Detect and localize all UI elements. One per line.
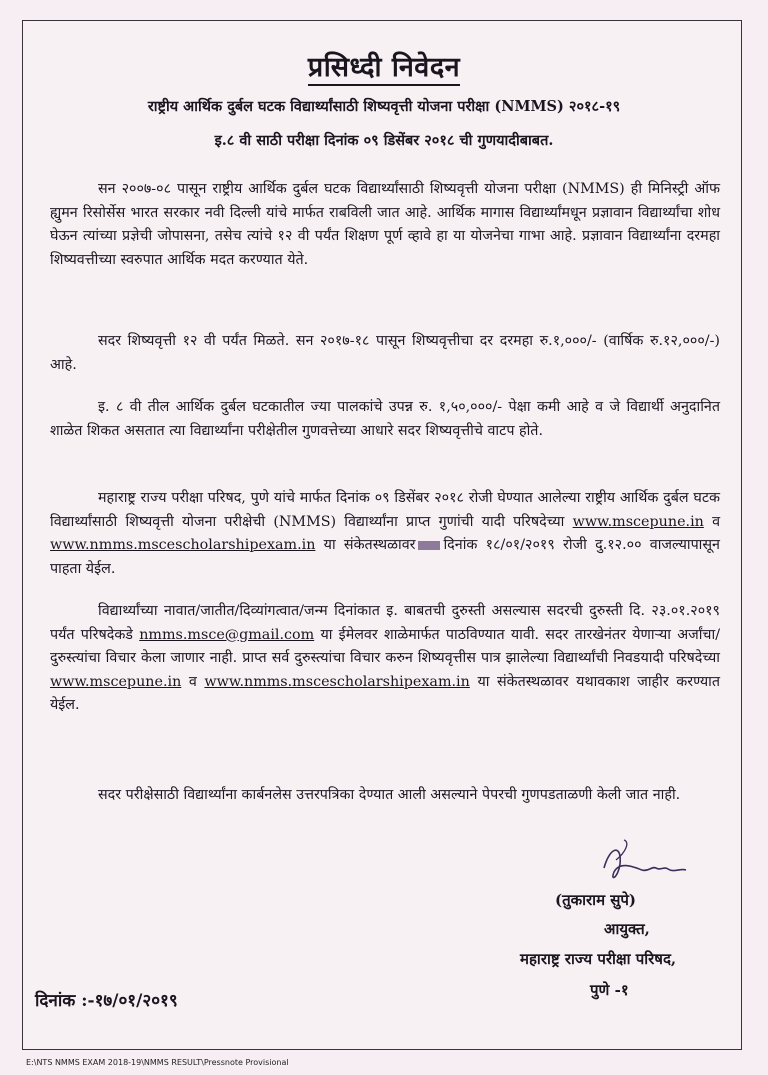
signatory-city: पुणे -१ (590, 981, 629, 999)
p5-text-b: या ईमेलवर शाळेमार्फत पाठविण्यात यावी. सदर तारखेनंतर येणाऱ्या अर्जांचा/दुरुस्त्यांचा विचार केला जाणार नाही. प्राप्त सर्व दुरुस्त्यांचा विचार करुन शिष्यवृत्तीस पात्र झालेल्या विद्यार्थ्यांची निवडयादी परिषदेच्या (50, 626, 721, 666)
signature-icon (596, 838, 692, 888)
nmms-link[interactable]: www.nmms.mscescholarshipexam.in (50, 537, 316, 553)
paragraph-intro: सन २००७-०८ पासून राष्ट्रीय आर्थिक दुर्बल घटक विद्यार्थ्यांसाठी शिष्यवृत्ती योजना परीक्षा (NMMS) ही मिनिस्ट्री ऑफ ह्युमन रिसोर्सेस भारत सरकार नवी दिल्ली यांचे मार्फत राबविली जात आहे. आर्थिक मागास विद्यार्थ्यांमधून प्रज्ञावान विद्यार्थ्यांचा शोध घेऊन त्यांच्या प्रज्ञेची जोपासना, तसेच त्यांचे १२ वी पर्यंत शिक्षण पूर्ण व्हावे हा या योजनेचा गाभा आहे. प्रज्ञावान विद्यार्थ्यांना दरमहा शिष्यवत्तीच्या स्वरुपात आर्थिक मदत करण्यात येते. (50, 181, 720, 268)
p5-text-c: या संकेतस्थळावर यथावकाश जाहीर करण्यात येईल. (50, 673, 721, 713)
redaction-mark (418, 541, 440, 550)
file-path-footer: E:\NTS NMMS EXAM 2018-19\NMMS RESULT\Pressnote Provisional (26, 1058, 289, 1067)
signatory-name: (तुकाराम सुपे) (555, 891, 637, 909)
paragraph-carbonless: सदर परीक्षेसाठी विद्यार्थ्यांना कार्बनलेस उत्तरपत्रिका देण्यात आली असल्याने पेपरची गुणपडताळणी केली जात नाही. (98, 787, 681, 803)
mscepune-link-2[interactable]: www.mscepune.in (50, 673, 182, 690)
issue-date: दिनांक :-१७/०१/२०१९ (35, 991, 178, 1011)
p4-text-a: महाराष्ट्र राज्य परीक्षा परिषद, पुणे यांचे मार्फत दिनांक ०९ डिसेंबर २०१८ रोजी घेण्यात आलेल्या राष्ट्रीय आर्थिक दुर्बल घटक विद्यार्थ्यांसाठी शिष्यवृत्ती योजना परीक्षेची (NMMS) विद्यार्थ्यांना प्राप्त गुणांची यादी परिषदेच्या (50, 490, 720, 530)
p5-text-a: विद्यार्थ्यांच्या नावात/जातीत/दिव्यांगत्वात/जन्म दिनांकात इ. बाबतची दुरुस्ती असल्यास सदरची दुरुस्ती दि. २३.०१.२०१९ पर्यंत परिषदेकडे (50, 603, 720, 643)
paragraph-corrections (50, 600, 720, 718)
subtitle-line-2: इ.८ वी साठी परीक्षा दिनांक ०९ डिसेंबर २०१८ ची गुणयादीबाबत. (214, 132, 554, 149)
p4-and: व (712, 513, 721, 530)
p4-text-b: या संकेतस्थळावर (323, 537, 416, 553)
subtitle-line-1: राष्ट्रीय आर्थिक दुर्बल घटक विद्यार्थ्यांसाठी शिष्यवृत्ती योजना परीक्षा (NMMS) २०१८-१९ (147, 98, 621, 115)
page-title: प्रसिध्दी निवेदन (0, 47, 768, 84)
signatory-title: आयुक्त, (604, 920, 650, 938)
nmms-link-2[interactable]: www.nmms.mscescholarshipexam.in (204, 673, 470, 690)
paragraph-rate: सदर शिष्यवृत्ती १२ वी पर्यंत मिळते. सन २०१७-१८ पासून शिष्यवृत्तीचा दर दरमहा रु.१,०००/- (वार्षिक रु.१२,०००/-) आहे. (50, 333, 720, 373)
paragraph-eligibility: इ. ८ वी तील आर्थिक दुर्बल घटकातील ज्या पालकांचे उपन्न रु. १,५०,०००/- पेक्षा कमी आहे व जे विद्यार्थी अनुदानित शाळेत शिकत असतात त्या विद्यार्थ्यांना परीक्षेतील गुणवत्तेच्या आधारे सदर शिष्यवृत्तीचे वाटप होते. (50, 399, 720, 439)
email-link[interactable]: nmms.msce@gmail.com (139, 626, 315, 643)
p5-and: व (188, 673, 197, 690)
p4-text-c: दिनांक १८/०१/२०१९ रोजी दु.१२.०० वाजल्यापासून पाहता येईल. (50, 537, 720, 577)
signatory-organization: महाराष्ट्र राज्य परीक्षा परिषद, (520, 950, 677, 968)
paragraph-result-list (50, 487, 720, 581)
mscepune-link[interactable]: www.mscepune.in (572, 513, 704, 530)
